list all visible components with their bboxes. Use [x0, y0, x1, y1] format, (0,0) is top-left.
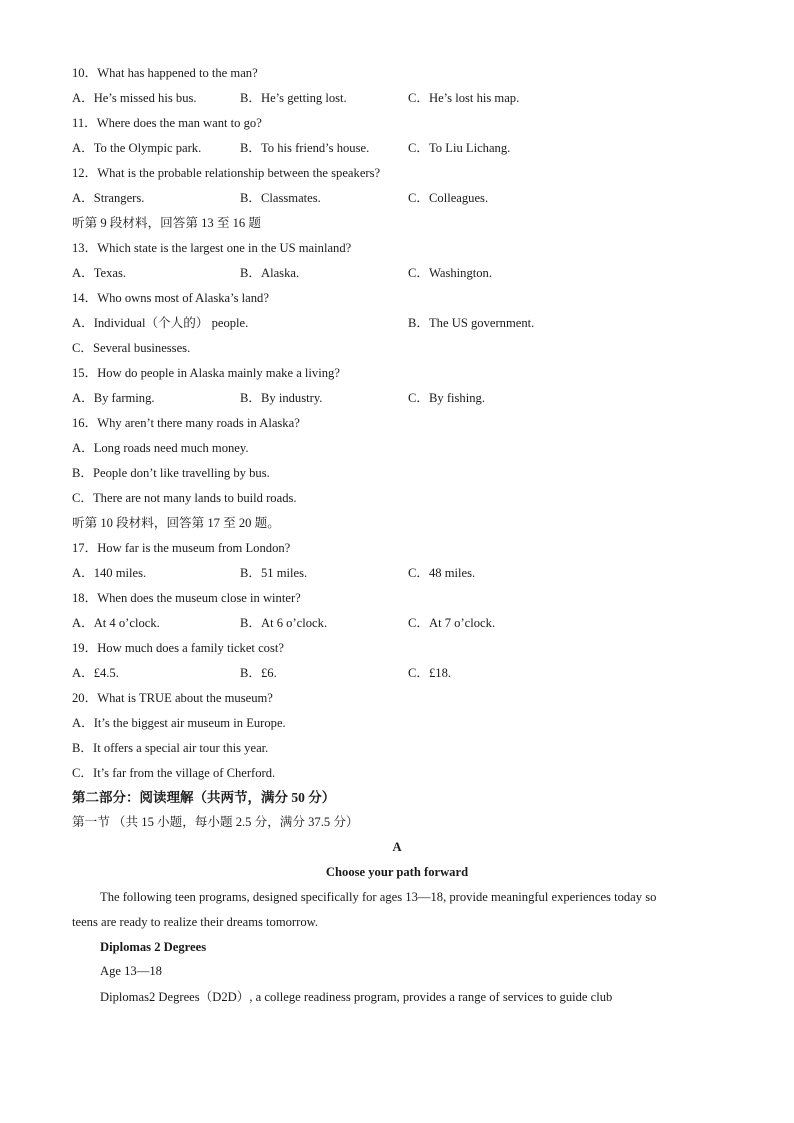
question-10: 10．What has happened to the man?: [72, 66, 258, 80]
option-a: A．At 4 o’clock.: [72, 616, 160, 630]
question-13: 13．Which state is the largest one in the US mainland?: [72, 241, 352, 255]
section-one-title: 第一节 （共 15 小题，每小题 2.5 分，满分 37.5 分）: [72, 815, 359, 829]
part-two-title: 第二部分：阅读理解（共两节，满分 50 分）: [72, 790, 336, 805]
option-c: C．To Liu Lichang.: [408, 141, 511, 155]
question-18: 18．When does the museum close in winter?: [72, 591, 301, 605]
option-a: A．It’s the biggest air museum in Europe.: [72, 716, 286, 730]
passage-title: Choose your path forward: [325, 865, 469, 879]
option-c: C．There are not many lands to build roads.: [72, 491, 297, 505]
intro-paragraph-line-2: teens are ready to realize their dreams tomorrow.: [72, 915, 319, 929]
option-c: C．It’s far from the village of Cherford.: [72, 766, 276, 780]
option-c: C．£18.: [408, 666, 452, 680]
question-12: 12．What is the probable relationship between the speakers?: [72, 166, 381, 180]
option-a: A．He’s missed his bus.: [72, 91, 197, 105]
question-14: 14．Who owns most of Alaska’s land?: [72, 291, 269, 305]
option-b: B．Alaska.: [240, 266, 300, 280]
option-a: A．To the Olympic park.: [72, 141, 202, 155]
option-a: A．Individual（个人的） people.: [72, 316, 249, 330]
section-10-instruction: 听第 10 段材料，回答第 17 至 20 题。: [72, 516, 280, 530]
option-b: B．At 6 o’clock.: [240, 616, 328, 630]
option-a: A．Texas.: [72, 266, 127, 280]
option-c: C．By fishing.: [408, 391, 485, 405]
option-a: A．£4.5.: [72, 666, 119, 680]
option-c: C．Colleagues.: [408, 191, 489, 205]
option-b: B．By industry.: [240, 391, 323, 405]
section-9-instruction: 听第 9 段材料，回答第 13 至 16 题: [72, 216, 261, 230]
option-c: C．48 miles.: [408, 566, 476, 580]
option-c: C．At 7 o’clock.: [408, 616, 496, 630]
option-a: A．Strangers.: [72, 191, 145, 205]
program-description: Diplomas2 Degrees（D2D）, a college readiness program, provides a range of services to guide club: [100, 990, 613, 1004]
question-15: 15．How do people in Alaska mainly make a living?: [72, 366, 340, 380]
option-b: B．To his friend’s house.: [240, 141, 370, 155]
option-b: B．Classmates.: [240, 191, 321, 205]
question-17: 17．How far is the museum from London?: [72, 541, 291, 555]
option-a: A．Long roads need much money.: [72, 441, 249, 455]
question-20: 20．What is TRUE about the museum?: [72, 691, 273, 705]
program-age: Age 13—18: [100, 964, 162, 978]
option-b: B．The US government.: [408, 316, 535, 330]
option-a: A．140 miles.: [72, 566, 147, 580]
question-11: 11．Where does the man want to go?: [72, 116, 262, 130]
program-title: Diplomas 2 Degrees: [100, 940, 207, 954]
option-c: C．He’s lost his map.: [408, 91, 520, 105]
question-16: 16．Why aren’t there many roads in Alaska?: [72, 416, 300, 430]
option-b: B．51 miles.: [240, 566, 308, 580]
option-c: C．Several businesses.: [72, 341, 191, 355]
option-b: B．£6.: [240, 666, 277, 680]
option-a: A．By farming.: [72, 391, 155, 405]
option-c: C．Washington.: [408, 266, 492, 280]
question-19: 19．How much does a family ticket cost?: [72, 641, 284, 655]
option-b: B．It offers a special air tour this year.: [72, 741, 269, 755]
intro-paragraph-line-1: The following teen programs, designed specifically for ages 13—18, provide meaningful experiences today so: [100, 890, 657, 904]
option-b: B．He’s getting lost.: [240, 91, 347, 105]
option-b: B．People don’t like travelling by bus.: [72, 466, 270, 480]
passage-letter: A: [392, 840, 402, 854]
